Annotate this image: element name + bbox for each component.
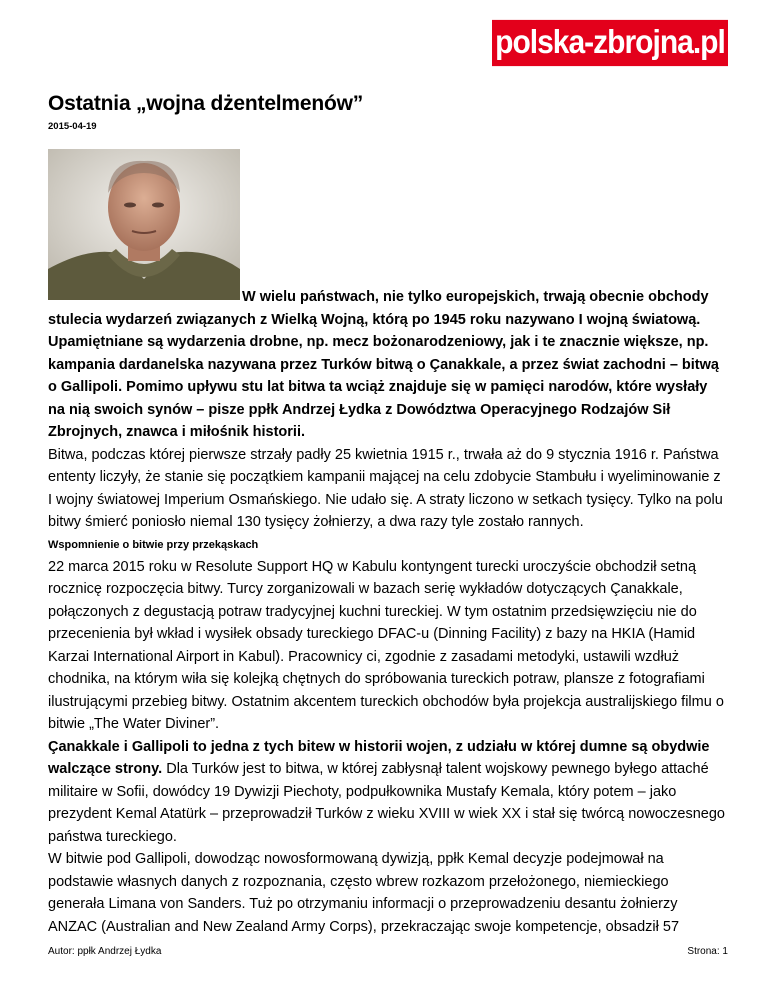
article-lead-text: W wielu państwach, nie tylko europejskich, trwają obecnie obchody stulecia wydarzeń związanych z Wielką Wojną, którą po 1945 roku nazywano I wojną światową. Upamiętniane są wydarzenia drobne, np. mecz bożonarodzeniowy, jak i te znacznie większe, np. kampania dardanelska nazywana przez Turków bitwą o Çanakkale, a przez świat zachodni – bitwą o Gallipoli. Pomimo upływu stu lat bitwa ta wciąż znajduje się w pamięci narodów, które wysłały na nią swoich synów – pisze ppłk Andrzej Łydka z Dowództwa Operacyjnego Rodzajów Sił Zbrojnych, znawca i miłośnik historii.	[48, 289, 719, 440]
author-photo	[48, 149, 240, 300]
paragraph-bold-lead: Çanakkale i Gallipoli to jedna z tych bitew w historii wojen, z udziału w której dumne są obydwie walczące strony.	[48, 738, 710, 777]
paragraph: W bitwie pod Gallipoli, dowodząc nowosformowaną dywizją, ppłk Kemal decyzje podejmował na podstawie własnych danych z rozpoznania, często wbrew rozkazom przełożonego, niemieckiego generała Limana von Sanders. Tuż po otrzymaniu informacji o przeprowadzeniu desantu żołnierzy ANZAC (Australian and New Zealand Army Corps), przekraczając swoje kompetencje, obsadził 57	[48, 851, 680, 935]
article-date: 2015-04-19	[48, 121, 97, 132]
footer-page-number: Strona: 1	[687, 946, 728, 957]
footer-author: Autor: ppłk Andrzej Łydka	[48, 946, 162, 957]
paragraph: 22 marca 2015 roku w Resolute Support HQ w Kabulu kontyngent turecki uroczyście obchodził setną rocznicę rozpoczęcia bitwy. Turcy zorganizowali w bazach serię wykładów dotyczących Çanakkale, połączonych z degustacją potraw tradycyjnej kuchni tureckiej. W tym ostatnim przedsięwzięciu nie do przecenienia był wkład i wysiłek obsady tureckiego DFAC-u (Dinning Facility) z bazy na HKIA (Hamid Karzai International Airport in Kabul). Pracownicy ci, zgodnie z zasadami metodyki, ustawili wzdłuż chodnika, na którym wiła się kolejką chętnych do spróbowania tureckich potraw, plansze z fotografiami ilustrującymi przebieg bitwy. Ostatnim akcentem tureckich obchodów była projekcja australijskiego filmu o bitwie „The Water Diviner”.	[48, 558, 724, 732]
author-portrait-image	[48, 149, 240, 300]
article-title: Ostatnia „wojna dżentelmenów”	[48, 92, 364, 115]
page-footer	[48, 946, 728, 957]
article-lead	[48, 286, 728, 444]
article-body	[48, 286, 728, 938]
paragraph	[48, 736, 728, 849]
paragraph-text: Dla Turków jest to bitwa, w której zabłysnął talent wojskowy pewnego byłego attaché militaire w Sofii, dowódcy 19 Dywizji Piechoty, podpułkownika Mustafy Kemala, który potem – jako prezydent Kemal Atatürk – przeprowadził Turków z wieku XVIII w wiek XX i stał się twórcą nowoczesnego państwa tureckiego.	[48, 761, 725, 845]
section-subheading: Wspomnienie o bitwie przy przekąskach	[48, 538, 259, 551]
paragraph: Bitwa, podczas której pierwsze strzały padły 25 kwietnia 1915 r., trwała aż do 9 stycznia 1916 r. Państwa ententy liczyły, że stanie się początkiem kampanii mającej na celu zdobycie Stambułu i wyeliminowanie z I wojny światowej Imperium Osmańskiego. Nie udało się. A straty liczono w setkach tysięcy. Tylko na polu bitwy śmierć poniosło niemal 130 tysięcy żołnierzy, a dwa razy tyle zostało rannych.	[48, 446, 723, 530]
site-logo[interactable]: polska-zbrojna.pl	[492, 20, 728, 66]
